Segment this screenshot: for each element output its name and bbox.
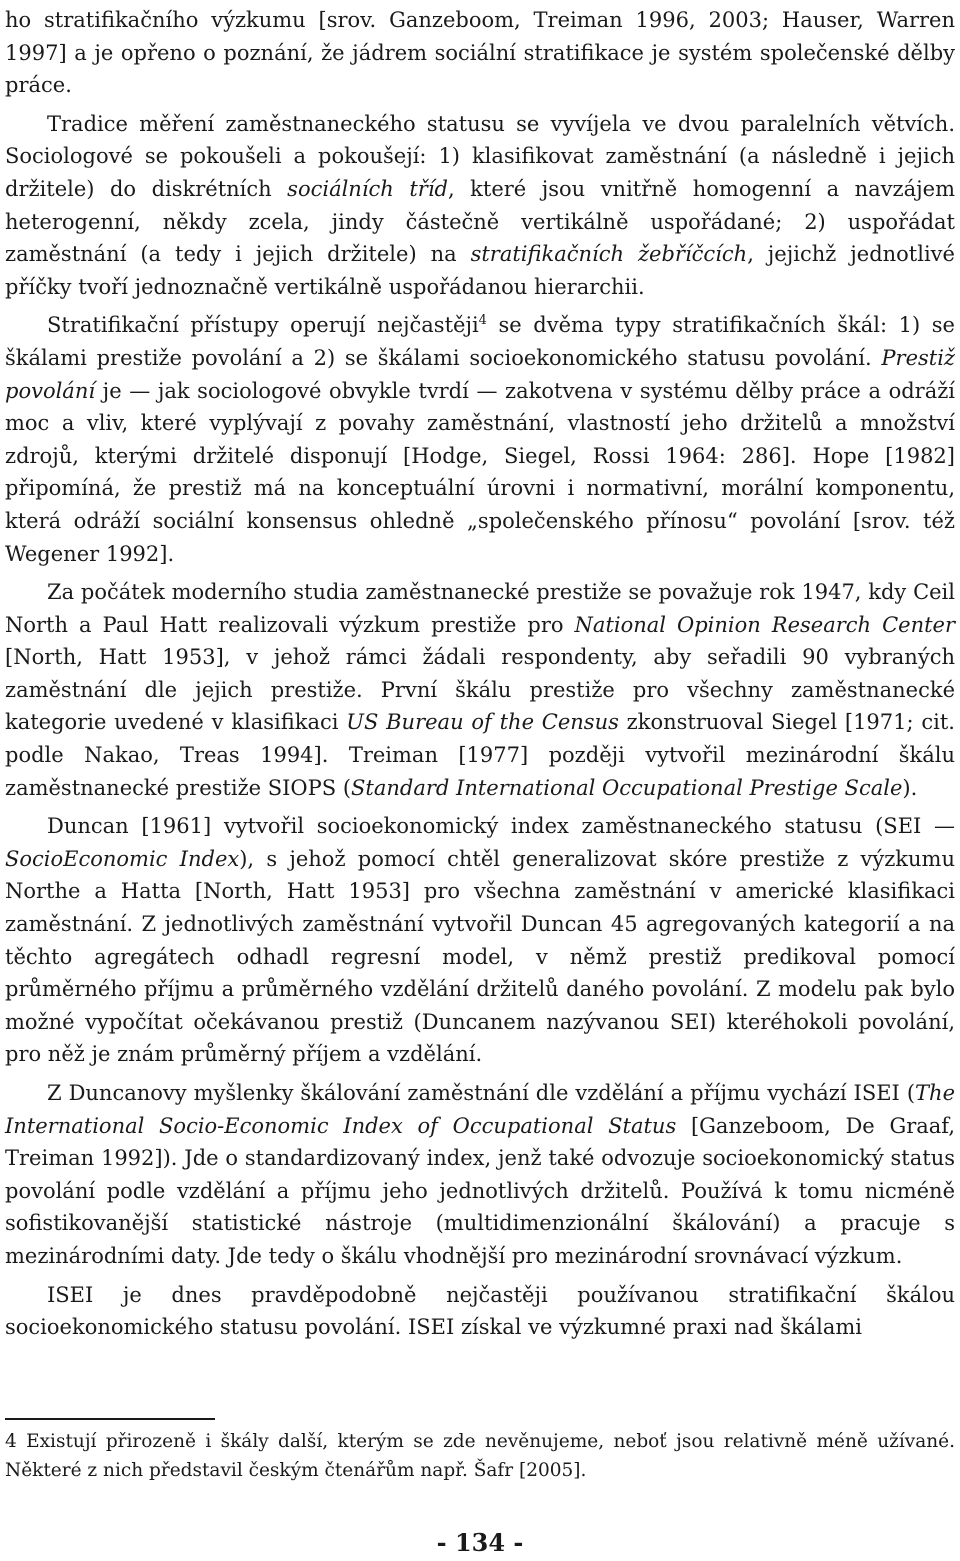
footnote-text: 4 Existují přirozeně i škály další, kterým se zde nevěnujeme, neboť jsou relativně méně užívané. Některé z nich představil českým čtenářům např. Šafr [2005]. — [5, 1431, 955, 1481]
paragraph-text: ISEI je dnes pravděpodobně nejčastěji používanou stratifikační škálou socioekonomického statusu povolání. ISEI získal ve výzkumné praxi nad škálami — [5, 1282, 955, 1340]
italic-term: Standard International Occupational Prestige Scale — [351, 775, 903, 800]
italic-term: The International Socio-Economic Index of Occupational Status — [5, 1081, 955, 1138]
paragraph-isei-usage — [5, 1279, 955, 1344]
paragraph-text: ho stratifikačního výzkumu [srov. Ganzeboom, Treiman 1996, 2003; Hauser, Warren 1997] a je opřeno o poznání, že jádrem sociální stratifikace je systém společenské dělby práce. — [5, 8, 955, 98]
footnote — [5, 1427, 955, 1485]
italic-term: US Bureau of the Census — [346, 710, 619, 735]
italic-term: SocioEconomic Index — [5, 846, 240, 871]
paragraph-isei — [5, 1077, 955, 1273]
paragraph-text: se dvěma typy stratifikačních škál: 1) se škálami prestiže povolání a 2) se škálami socioekonomického statusu povolání. — [5, 313, 955, 370]
paragraph-text: , které jsou vnitřně homogenní a navzájem heterogenní, někdy zcela, jindy částečně vertikálně uspořádané; 2) uspořádat zaměstnání (a tedy i jejich držitele) na — [5, 176, 955, 267]
footnote-reference[interactable]: 4 — [478, 313, 487, 329]
paragraph-text: Stratifikační přístupy operují nejčastěji — [47, 313, 479, 338]
paragraph-text: je — jak sociologové obvykle tvrdí — zakotvena v systému dělby práce a odráží moc a vliv, které vyplývají z povahy zaměstnání, vlastností jeho držitelů a množství zdrojů, kterými držitelé disponují [Hodge, Siegel, Rossi 1964: 286]. Hope [1982] připomíná, že prestiž má na konceptuální úrovni i normativní, morální komponentu, která odráží sociální konsensus ohledně „společenského přínosu“ povolání [srov. též Wegener 1992]. — [5, 378, 955, 566]
paragraph-text: Z Duncanovy myšlenky škálování zaměstnání dle vzdělání a příjmu vychází ISEI ( — [47, 1081, 916, 1105]
paragraph-duncan-sei — [5, 810, 955, 1071]
paragraph-text: [North, Hatt 1953], v jehož rámci žádali respondenty, aby seřadili 90 vybraných zaměstnání dle jejich prestiže. První škálu prestiže pro všechny zaměstnanecké kategorie uvedené v klasifikaci — [5, 645, 955, 735]
paragraph-prestige-history — [5, 576, 955, 804]
paragraph-text: ), s jehož pomocí chtěl generalizovat skóre prestiže z výzkumu Northe a Hatta [North, Hatt 1953] pro všechna zaměstnání v americké klasifikaci zaměstnání. Z jednotlivých zaměstnání vytvořil Duncan 45 agregovaných kategorií a na těchto agregátech odhadl regresní model, v němž prestiž predikoval pomocí průměrného příjmu a průměrného vzdělání držitelů daného povolání. Z modelu pak bylo možné vypočítat očekávanou prestiž (Duncanem nazývanou SEI) kteréhokoli povolání, pro něž je znám průměrný příjem a vzdělání. — [5, 846, 955, 1067]
paragraph-text: ). — [902, 775, 918, 800]
paragraph-text: Tradice měření zaměstnaneckého statusu se vyvíjela ve dvou paralelních větvích. Sociologové se pokoušeli a pokoušejí: 1) klasifikovat zaměstnání (a následně i jejich držitele) do diskrétních — [5, 111, 955, 201]
paragraph-stratification-approaches — [5, 309, 955, 570]
footnote-separator — [5, 1418, 215, 1420]
paragraph-text: [Ganzeboom, De Graaf, Treiman 1992]). Jde o standardizovaný index, jenž také odvozuje socioekonomický status povolání podle vzdělání a příjmu jeho jednotlivých držitelů. Používá k tomu nicméně sofistikovanější statistické nástroje (multidimenzionální škálování) a pracuje s mezinárodními daty. Jde tedy o škálu vhodnější pro mezinárodní srovnávací výzkum. — [5, 1113, 955, 1268]
page-body — [5, 0, 955, 1344]
italic-term: National Opinion Research Center — [574, 612, 955, 637]
italic-term: sociálních tříd — [287, 176, 448, 201]
paragraph-text: Za počátek moderního studia zaměstnanecké prestiže se považuje rok 1947, kdy Ceil North a Paul Hatt realizovali výzkum prestiže pro — [5, 580, 955, 637]
italic-term: stratifikačních žebříčcích — [470, 242, 748, 267]
paragraph-continuation — [5, 4, 955, 102]
page-number: - 134 - — [436, 1528, 524, 1557]
paragraph-text: zkonstruoval Siegel [1971; cit. podle Nakao, Treas 1994]. Treiman [1977] později vytvořil mezinárodní škálu zaměstnanecké prestiže SIOPS ( — [5, 710, 955, 800]
paragraph-measurement-traditions — [5, 108, 955, 304]
paragraph-text: Duncan [1961] vytvořil socioekonomický index zaměstnaneckého statusu (SEI — — [47, 814, 955, 839]
italic-term: Prestiž povolání — [5, 345, 955, 403]
paragraph-text: , jejichž jednotlivé příčky tvoří jednoznačně vertikálně uspořádanou hierarchii. — [5, 242, 955, 299]
